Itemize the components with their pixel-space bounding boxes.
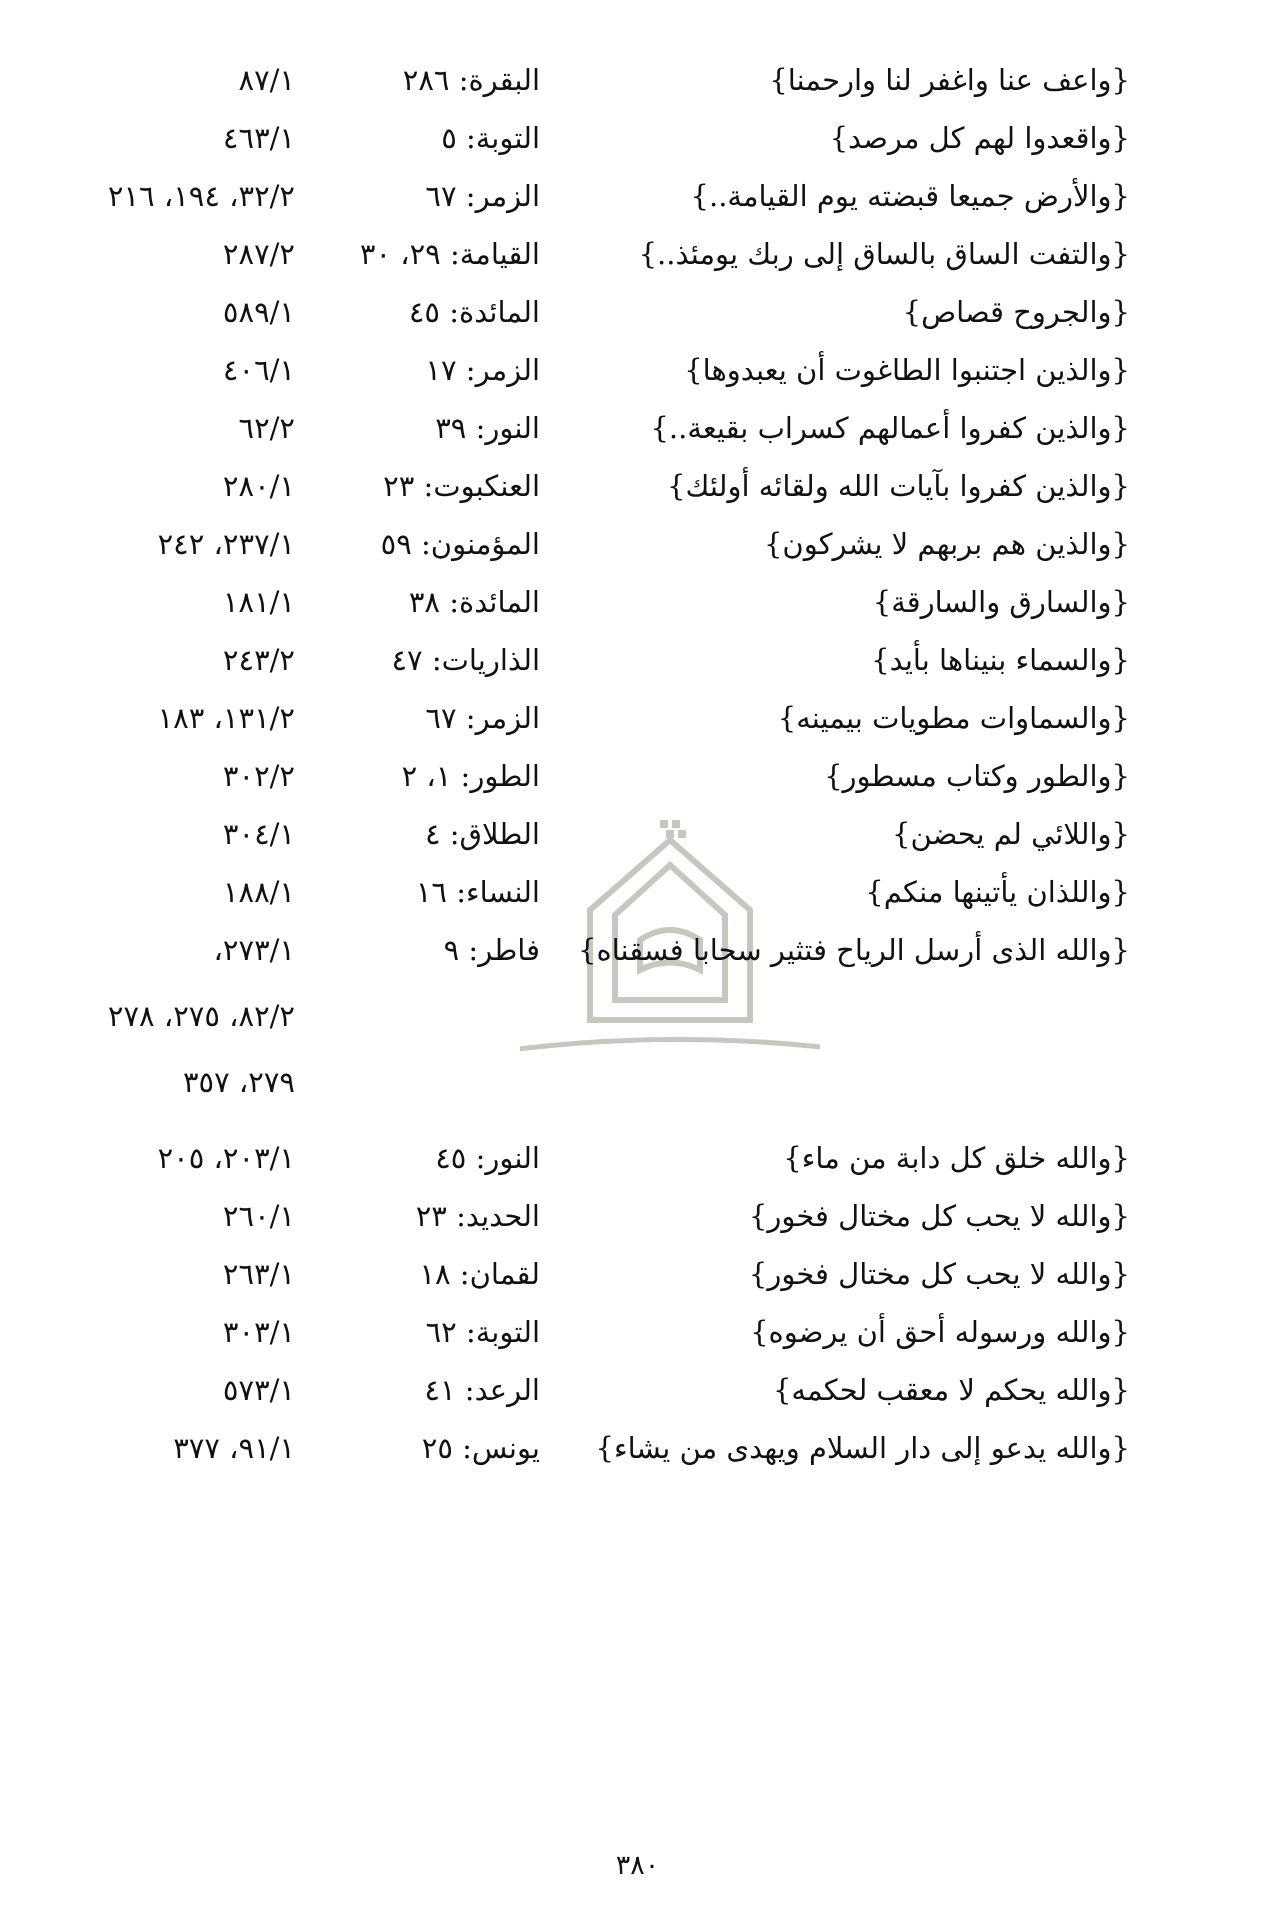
index-entry-row xyxy=(0,1128,1275,1188)
verse-text: { واللائي لم يحضن } xyxy=(892,804,1130,864)
index-entry-row xyxy=(0,456,1275,516)
index-entry-row xyxy=(0,514,1275,574)
verse-text: { والله الذى أرسل الرياح فتثير سحابا فسقناه } xyxy=(578,920,1130,980)
page-references: ٢٧٩، ٣٥٧ xyxy=(182,1065,295,1099)
verse-text: { والسماوات مطويات بيمينه } xyxy=(778,688,1130,748)
surah-ayah: الزمر: ٦٧ xyxy=(425,701,540,735)
page-references: ٣٠٤/١ xyxy=(222,817,295,851)
index-entry-row xyxy=(0,688,1275,748)
index-entry-row xyxy=(0,630,1275,690)
verse-text: { والطور وكتاب مسطور } xyxy=(824,746,1130,806)
index-entry-row xyxy=(0,804,1275,864)
page-references: ٢٣٧/١، ٢٤٢ xyxy=(157,527,295,561)
surah-ayah: البقرة: ٢٨٦ xyxy=(402,63,540,97)
surah-ayah: القيامة: ٢٩، ٣٠ xyxy=(359,237,540,271)
page-number: ٣٨٠ xyxy=(615,1850,660,1881)
surah-ayah: المائدة: ٣٨ xyxy=(408,585,540,619)
page-references: ٣٢/٢، ١٩٤، ٢١٦ xyxy=(107,179,295,213)
verse-text: { والله ورسوله أحق أن يرضوه } xyxy=(750,1302,1130,1362)
page-references: ٢٨٠/١ xyxy=(222,469,295,503)
surah-ayah: المائدة: ٤٥ xyxy=(408,295,540,329)
index-entry-row xyxy=(0,398,1275,458)
index-entry-row xyxy=(0,1244,1275,1304)
surah-ayah: التوبة: ٥ xyxy=(441,121,540,155)
index-entry-row xyxy=(0,50,1275,110)
verse-text: { والسارق والسارقة } xyxy=(873,572,1130,632)
surah-ayah: الطور: ١، ٢ xyxy=(401,759,540,793)
page-references: ٥٨٩/١ xyxy=(222,295,295,329)
page-references: ١٨٨/١ xyxy=(222,875,295,909)
surah-ayah: العنكبوت: ٢٣ xyxy=(383,469,540,503)
surah-ayah: المؤمنون: ٥٩ xyxy=(380,527,540,561)
page-references: ٢٤٣/٢ xyxy=(222,643,295,677)
verse-text: { والجروح قصاص } xyxy=(903,282,1130,342)
index-entry-row xyxy=(0,340,1275,400)
index-entry-row xyxy=(0,1360,1275,1420)
page-references: ١٨١/١ xyxy=(222,585,295,619)
page-references: ٢٦٠/١ xyxy=(222,1199,295,1233)
page-references: ٨٢/٢، ٢٧٥، ٢٧٨ xyxy=(107,999,295,1033)
verse-text: { والله لا يحب كل مختال فخور } xyxy=(749,1244,1130,1304)
index-entry-continuation xyxy=(0,986,1275,1046)
verse-text: { والله خلق كل دابة من ماء } xyxy=(783,1128,1130,1188)
page-references: ٩١/١، ٣٧٧ xyxy=(173,1431,295,1465)
surah-ayah: الزمر: ٦٧ xyxy=(425,179,540,213)
surah-ayah: الرعد: ٤١ xyxy=(424,1373,540,1407)
verse-text: { واعف عنا واغفر لنا وارحمنا } xyxy=(769,50,1130,110)
verse-text: { واللذان يأتينها منكم } xyxy=(865,862,1130,922)
surah-ayah: فاطر: ٩ xyxy=(443,933,540,967)
verse-text: { والله لا يحب كل مختال فخور } xyxy=(749,1186,1130,1246)
page-references: ٣٠٢/٢ xyxy=(222,759,295,793)
page-references: ٤٠٦/١ xyxy=(222,353,295,387)
surah-ayah: النور: ٣٩ xyxy=(435,411,540,445)
page-references: ٥٧٣/١ xyxy=(222,1373,295,1407)
page-references: ٢٨٧/٢ xyxy=(222,237,295,271)
page-references: ٤٦٣/١ xyxy=(222,121,295,155)
index-entry-row xyxy=(0,108,1275,168)
index-entry-row xyxy=(0,920,1275,980)
index-entry-row xyxy=(0,166,1275,226)
page-references: ١٣١/٢، ١٨٣ xyxy=(157,701,295,735)
surah-ayah: الزمر: ١٧ xyxy=(425,353,540,387)
index-entry-row xyxy=(0,224,1275,284)
page-references: ٢٧٣/١، xyxy=(213,933,295,967)
verse-text: { والذين هم بربهم لا يشركون } xyxy=(764,514,1130,574)
page-references: ٣٠٣/١ xyxy=(222,1315,295,1349)
page-references: ٢٦٣/١ xyxy=(222,1257,295,1291)
index-entry-row xyxy=(0,746,1275,806)
page-references: ٨٧/١ xyxy=(238,63,295,97)
surah-ayah: لقمان: ١٨ xyxy=(419,1257,540,1291)
verse-text: { والله يحكم لا معقب لحكمه } xyxy=(773,1360,1130,1420)
index-entry-row xyxy=(0,862,1275,922)
page-references: ٢٠٣/١، ٢٠٥ xyxy=(157,1141,295,1175)
surah-ayah: الحديد: ٢٣ xyxy=(415,1199,540,1233)
index-entry-continuation xyxy=(0,1052,1275,1112)
surah-ayah: النساء: ١٦ xyxy=(415,875,540,909)
verse-text: { واقعدوا لهم كل مرصد } xyxy=(830,108,1130,168)
surah-ayah: الذاريات: ٤٧ xyxy=(391,643,540,677)
verse-text: { والذين كفروا أعمالهم كسراب بقيعة.. } xyxy=(650,398,1130,458)
surah-ayah: الطلاق: ٤ xyxy=(424,817,540,851)
index-entry-row xyxy=(0,1418,1275,1478)
page-references: ٦٢/٢ xyxy=(238,411,295,445)
verse-text: { والذين كفروا بآيات الله ولقائه أولئك } xyxy=(667,456,1130,516)
surah-ayah: يونس: ٢٥ xyxy=(421,1431,540,1465)
surah-ayah: النور: ٤٥ xyxy=(435,1141,540,1175)
verse-text: { والله يدعو إلى دار السلام ويهدى من يشاء } xyxy=(595,1418,1130,1478)
index-entry-row xyxy=(0,572,1275,632)
verse-text: { والأرض جميعا قبضته يوم القيامة.. } xyxy=(691,166,1130,226)
verse-text: { والتفت الساق بالساق إلى ربك يومئذ.. } xyxy=(639,224,1130,284)
verse-text: { والسماء بنيناها بأيد } xyxy=(871,630,1130,690)
index-entry-row xyxy=(0,1302,1275,1362)
verse-text: { والذين اجتنبوا الطاغوت أن يعبدوها } xyxy=(684,340,1130,400)
index-entry-row xyxy=(0,1186,1275,1246)
index-entry-row xyxy=(0,282,1275,342)
surah-ayah: التوبة: ٦٢ xyxy=(425,1315,540,1349)
